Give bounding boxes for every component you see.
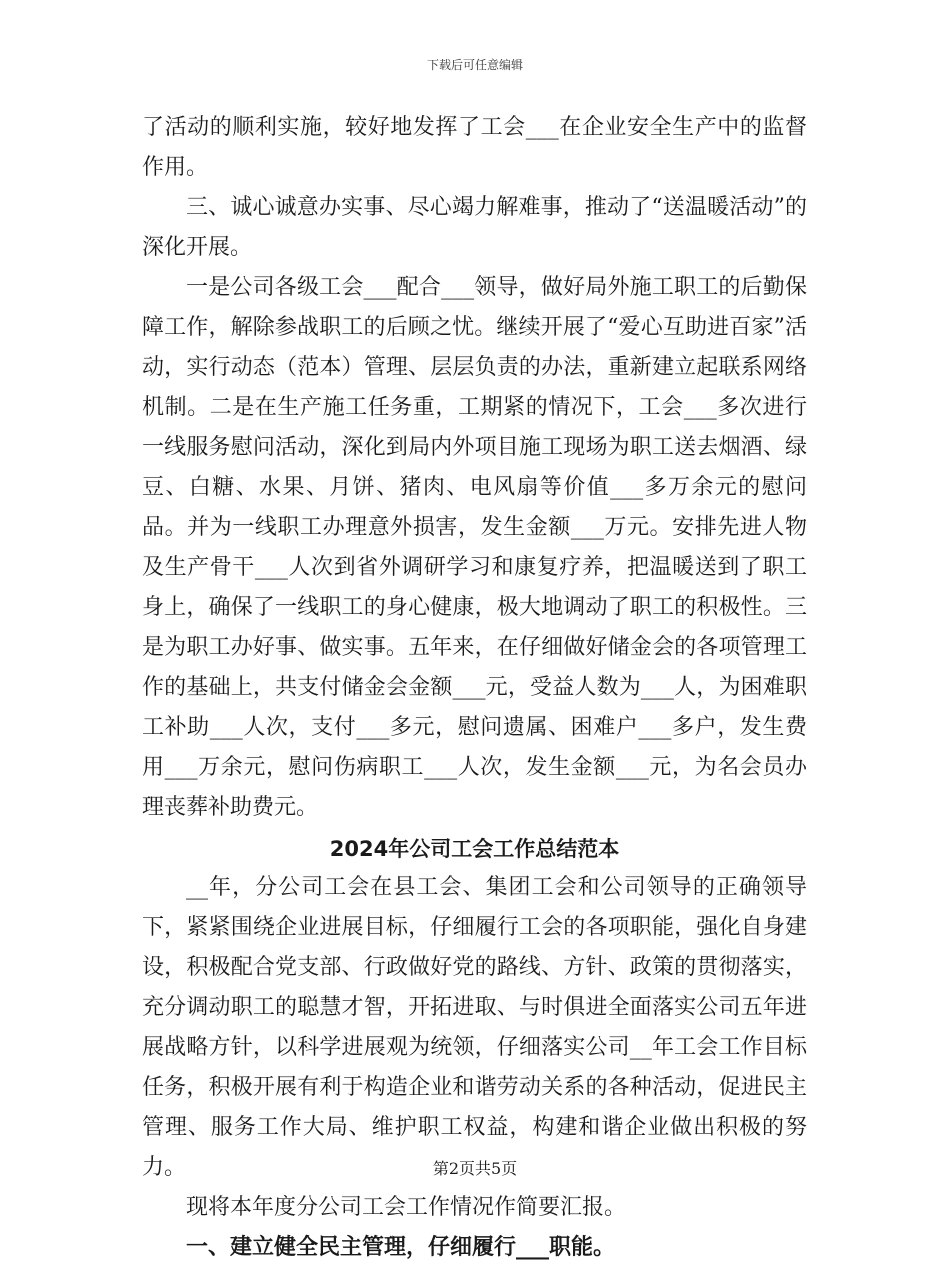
document-body (142, 108, 807, 1268)
document-title: 2024年公司工会工作总结范本 (329, 837, 620, 861)
paragraph-1: 了活动的顺利实施，较好地发挥了工会___在企业安全生产中的监督作用。 (142, 115, 807, 180)
section-heading: 一、建立健全民主管理，仔细履行___职能。 (186, 1235, 616, 1260)
page-footer: 第2页共5页 (432, 1159, 518, 1178)
paragraph-2: 三、诚心诚意办实事、尽心竭力解难事，推动了“送温暖活动”的深化开展。 (142, 195, 807, 260)
paragraph-4: __年，分公司工会在县工会、集团工会和公司领导的正确领导下，紧紧围绕企业进展目标，仔细履行工会的各项职能，强化自身建设，积极配合党支部、行政做好党的路线、方针、政策的贯彻落实，充分调动职工的聪慧才智，开拓进取、与时俱进全面落实公司五年进展战略方针，以科学进展观为统领，仔细落实公司__年工会工作目标任务，积极开展有利于构造企业和谐劳动关系的各种活动，促进民主管理、服务工作大局、维护职工权益，构建和谐企业做出积极的努力。 (142, 875, 807, 1180)
paragraph-3: 一是公司各级工会___配合___领导，做好局外施工职工的后勤保障工作，解除参战职工的后顾之忧。继续开展了“爱心互助进百家”活动，实行动态（范本）管理、层层负责的办法，重新建立起联系网络机制。二是在生产施工任务重，工期紧的情况下，工会___多次进行一线服务慰问活动，深化到局内外项目施工现场为职工送去烟酒、绿豆、白糖、水果、月饼、猪肉、电风扇等价值___多万余元的慰问品。并为一线职工办理意外损害，发生金额___万元。安排先进人物及生产骨干___人次到省外调研学习和康复疗养，把温暖送到了职工身上，确保了一线职工的身心健康，极大地调动了职工的积极性。三是为职工办好事、做实事。五年来，在仔细做好储金会的各项管理工作的基础上，共支付储金会金额___元，受益人数为___人，为困难职工补助___人次，支付___多元，慰问遗属、困难户___多户，发生费用___万余元，慰问伤病职工___人次，发生金额___元，为名会员办理丧葬补助费元。 (142, 275, 807, 820)
page-header: 下载后可任意编辑 (426, 58, 523, 72)
paragraph-5: 现将本年度分公司工会工作情况作简要汇报。 (186, 1195, 627, 1220)
